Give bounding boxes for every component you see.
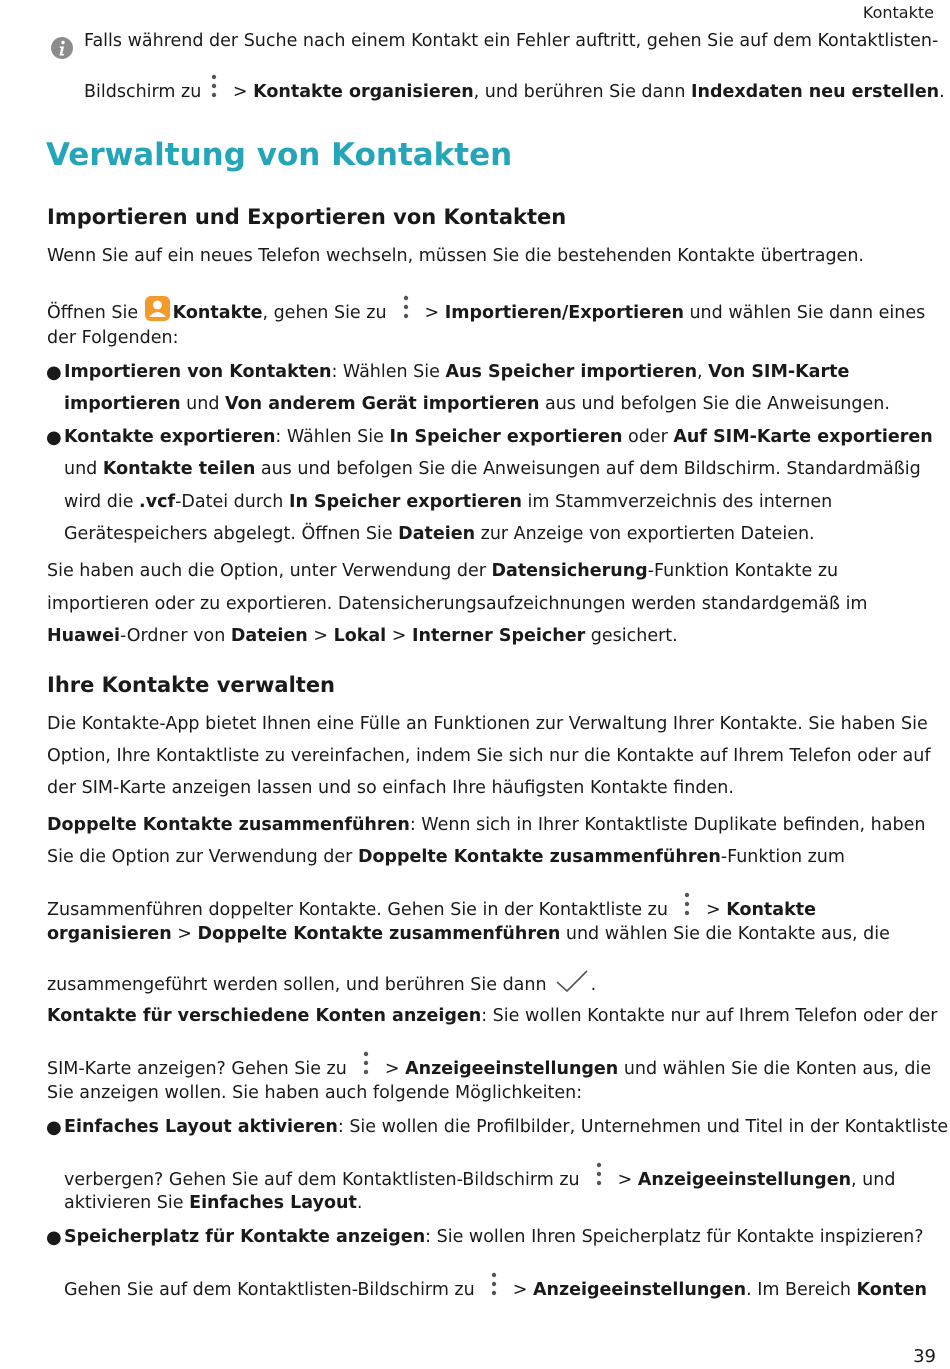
paragraph-cont: zusammengeführt werden sollen, und berühren Sie dann . (47, 968, 596, 995)
section-heading-manage-contacts: Ihre Kontakte verwalten (47, 673, 336, 697)
paragraph-cont: Sie anzeigen wollen. Sie haben auch folgende Möglichkeiten: (47, 1083, 583, 1103)
list-item: Kontakte exportieren: Wählen Sie In Speicher exportieren oder Auf SIM-Karte exportieren (64, 427, 933, 447)
info-icon (50, 36, 74, 60)
note-line-1: Falls während der Suche nach einem Kontakt ein Fehler auftritt, gehen Sie auf dem Kontaktlisten- (84, 31, 939, 51)
list-item: Importieren von Kontakten: Wählen Sie Aus Speicher importieren, Von SIM-Karte (64, 362, 850, 382)
paragraph-cont: der SIM-Karte anzeigen lassen und so einfach Ihre häufigsten Kontakte finden. (47, 778, 734, 798)
page-number: 39 (913, 1346, 936, 1367)
paragraph-cont: Huawei-Ordner von Dateien > Lokal > Interner Speicher gesichert. (47, 626, 678, 646)
paragraph-cont: organisieren > Doppelte Kontakte zusammenführen und wählen Sie die Kontakte aus, die (47, 924, 890, 944)
paragraph-cont: Zusammenführen doppelter Kontakte. Gehen Sie in der Kontaktliste zu > Kontakte (47, 891, 816, 921)
paragraph: Öffnen Sie Kontakte, gehen Sie zu > Importieren/Exportieren und wählen Sie dann eines (47, 294, 925, 324)
list-item-cont: importieren und Von anderem Gerät importieren aus und befolgen Sie die Anweisungen. (64, 394, 890, 414)
list-item-cont: wird die .vcf-Datei durch In Speicher exportieren im Stammverzeichnis des internen (64, 492, 833, 512)
paragraph: Wenn Sie auf ein neues Telefon wechseln, müssen Sie die bestehenden Kontakte übertragen. (47, 246, 864, 266)
paragraph-cont: importieren oder zu exportieren. Datensicherungsaufzeichnungen werden standardgemäß im (47, 594, 868, 614)
note-line-2: Bildschirm zu > Kontakte organisieren, und berühren Sie dann Indexdaten neu erstellen. (84, 73, 945, 103)
more-options-icon (682, 891, 692, 921)
paragraph: Kontakte für verschiedene Konten anzeigen: Sie wollen Kontakte nur auf Ihrem Telefon oder der (47, 1006, 938, 1026)
bullet-dot: ● (46, 362, 62, 383)
bullet-dot: ● (46, 1227, 62, 1248)
paragraph-cont: SIM-Karte anzeigen? Gehen Sie zu > Anzeigeeinstellungen und wählen Sie die Konten aus, die (47, 1050, 931, 1080)
contacts-app-icon (144, 295, 171, 322)
list-item-cont: aktivieren Sie Einfaches Layout. (64, 1193, 363, 1213)
page-title: Verwaltung von Kontakten (46, 137, 513, 173)
list-item-cont: und Kontakte teilen aus und befolgen Sie die Anweisungen auf dem Bildschirm. Standardmäßig (64, 459, 921, 479)
more-options-icon (594, 1161, 604, 1191)
running-header: Kontakte (862, 3, 934, 22)
bullet-dot: ● (46, 1117, 62, 1138)
paragraph: Die Kontakte-App bietet Ihnen eine Fülle an Funktionen zur Verwaltung Ihrer Kontakte. Sie haben Sie (47, 714, 928, 734)
more-options-icon (361, 1050, 371, 1080)
paragraph-cont: Option, Ihre Kontaktliste zu vereinfachen, indem Sie sich nur die Kontakte auf Ihrem Telefon oder auf (47, 746, 931, 766)
section-heading-import-export: Importieren und Exportieren von Kontakten (47, 205, 567, 229)
paragraph: Doppelte Kontakte zusammenführen: Wenn sich in Ihrer Kontaktliste Duplikate befinden, haben (47, 815, 926, 835)
paragraph-cont: der Folgenden: (47, 328, 179, 348)
more-options-icon (401, 294, 411, 324)
list-item-cont: verbergen? Gehen Sie auf dem Kontaktlisten-Bildschirm zu > Anzeigeeinstellungen, und (64, 1161, 895, 1191)
list-item: Einfaches Layout aktivieren: Sie wollen die Profilbilder, Unternehmen und Titel in der Kontaktliste (64, 1117, 949, 1137)
list-item: Speicherplatz für Kontakte anzeigen: Sie wollen Ihren Speicherplatz für Kontakte inspizieren? (64, 1227, 924, 1247)
more-options-icon (209, 73, 219, 103)
checkmark-icon (555, 968, 589, 994)
list-item-cont: Gerätespeichers abgelegt. Öffnen Sie Dateien zur Anzeige von exportierten Dateien. (64, 524, 815, 544)
more-options-icon (489, 1271, 499, 1301)
list-item-cont: Gehen Sie auf dem Kontaktlisten-Bildschirm zu > Anzeigeeinstellungen. Im Bereich Konten (64, 1271, 927, 1301)
bullet-dot: ● (46, 427, 62, 448)
paragraph-cont: Sie die Option zur Verwendung der Doppelte Kontakte zusammenführen-Funktion zum (47, 847, 845, 867)
paragraph: Sie haben auch die Option, unter Verwendung der Datensicherung-Funktion Kontakte zu (47, 561, 839, 581)
